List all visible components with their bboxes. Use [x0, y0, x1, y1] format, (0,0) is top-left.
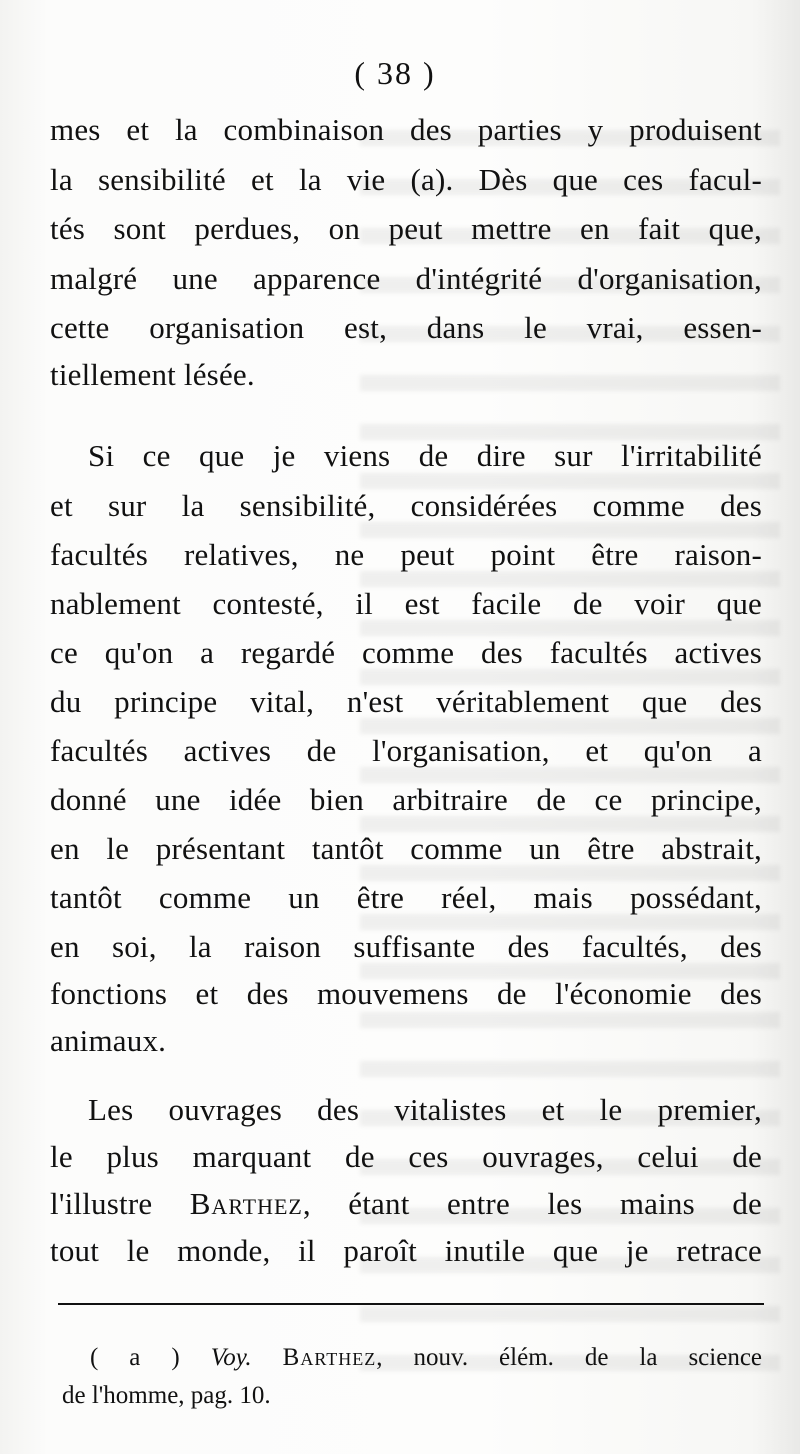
- text-line: tiellement lésée.: [50, 357, 255, 392]
- text-line: et sur la sensibilité, considérées comme des: [50, 488, 762, 523]
- footnote-text: , nouv. élém. de la science: [376, 1344, 763, 1371]
- text-line: tantôt comme un être réel, mais possédant,: [50, 880, 762, 915]
- text-line: cette organisation est, dans le vrai, essen-: [50, 310, 762, 345]
- footnote-voy: Voy.: [210, 1344, 252, 1371]
- text-line: tout le monde, il paroît inutile que je retrace: [50, 1233, 762, 1268]
- text-line: animaux.: [50, 1023, 167, 1058]
- text-line: [50, 1186, 762, 1222]
- text-line: du principe vital, n'est véritablement que des: [50, 684, 762, 719]
- text-fragment: l'illustre: [50, 1186, 190, 1221]
- page-number: ( 38 ): [354, 55, 436, 91]
- text-line: en le présentant tantôt comme un être abstrait,: [50, 831, 762, 866]
- footnote-line: [90, 1343, 762, 1373]
- text-line: le plus marquant de ces ouvrages, celui de: [50, 1139, 762, 1174]
- text-line: mes et la combinaison des parties y produisent: [50, 112, 762, 147]
- text-line: fonctions et des mouvemens de l'économie des: [50, 976, 762, 1011]
- text-line: Les ouvrages des vitalistes et le premier,: [88, 1092, 762, 1127]
- text-line: malgré une apparence d'intégrité d'organisation,: [50, 261, 762, 296]
- author-name: Barthez: [189, 1186, 303, 1221]
- footnote-author: Barthez: [282, 1344, 377, 1371]
- text-line: en soi, la raison suffisante des facultés, des: [50, 929, 762, 964]
- text-line: tés sont perdues, on peut mettre en fait que,: [50, 211, 762, 246]
- text-line: Si ce que je viens de dire sur l'irritabilité: [88, 438, 762, 473]
- text-line: donné une idée bien arbitraire de ce principe,: [50, 782, 762, 817]
- text-fragment: , étant entre les mains de: [302, 1186, 762, 1221]
- footnote-marker: ( a ): [90, 1344, 180, 1371]
- text-line: nablement contesté, il est facile de voir que: [50, 586, 762, 621]
- text-line: facultés actives de l'organisation, et qu'on a: [50, 733, 762, 768]
- text-line: ce qu'on a regardé comme des facultés actives: [50, 635, 762, 670]
- footnote-line: de l'homme, pag. 10.: [62, 1382, 271, 1409]
- text-line: la sensibilité et la vie (a). Dès que ces facul-: [50, 162, 762, 197]
- footnote-divider: [58, 1303, 764, 1305]
- text-line: facultés relatives, ne peut point être raison-: [50, 537, 762, 572]
